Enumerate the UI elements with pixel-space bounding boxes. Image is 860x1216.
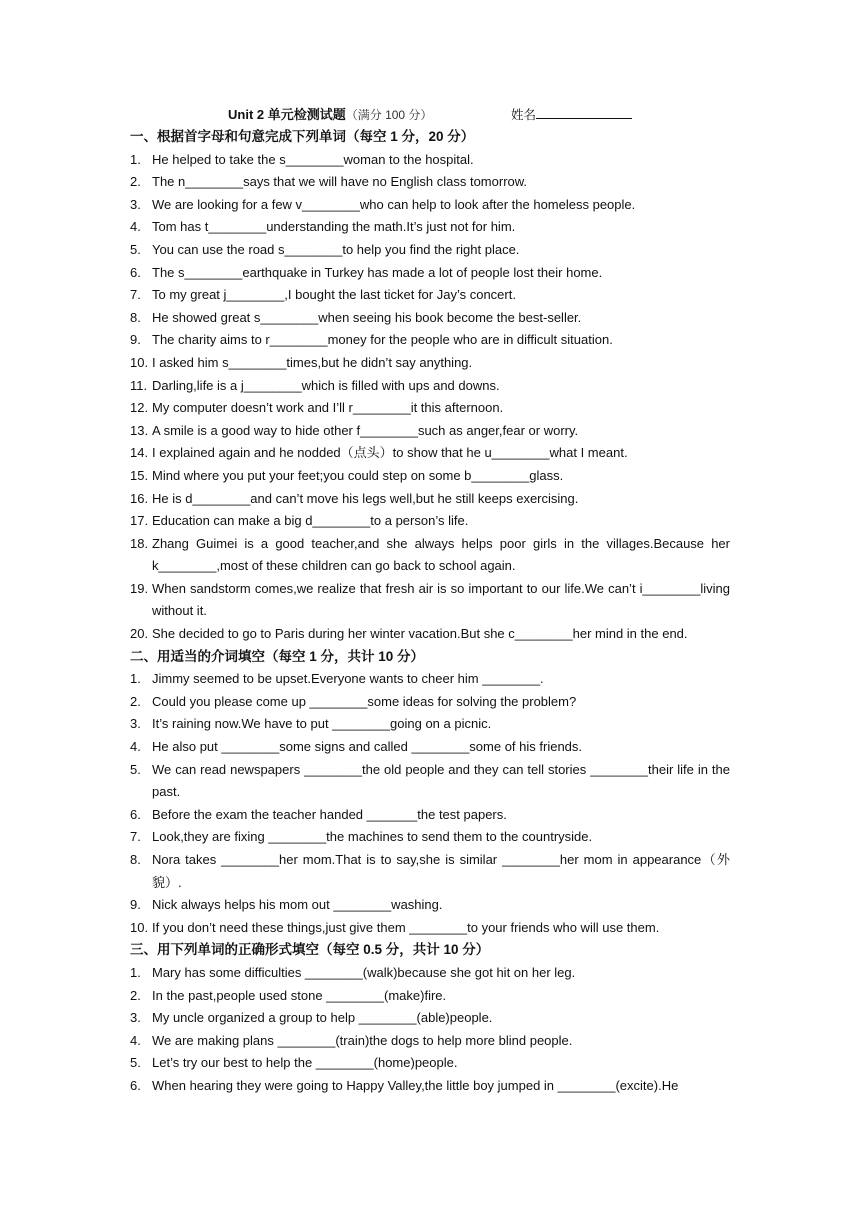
question-item [130,329,730,352]
question-text: Tom has t________understanding the math.It’s just not for him. [152,219,516,235]
question-number: 5. [130,241,141,257]
question-text: Education can make a big d________to a person’s life. [152,513,469,529]
question-text: In the past,people used stone ________(make)fire. [152,987,447,1003]
question-number: 10. [130,354,149,370]
question-item [130,533,730,578]
question-number: 9. [130,332,141,348]
question-number: 3. [130,716,141,732]
question-item [130,623,730,646]
question-number: 1. [130,151,141,167]
question-item [130,578,730,623]
question-text: He helped to take the s________woman to the hospital. [152,151,474,167]
question-number: 13. [130,422,149,438]
question-number: 18. [130,535,149,551]
question-number: 6. [130,1077,141,1093]
question-number: 6. [130,806,141,822]
question-item [130,668,730,691]
question-text: We are looking for a few v________who can help to look after the homeless people. [152,196,636,212]
question-number: 8. [130,852,141,867]
question-number: 3. [130,196,141,212]
question-text: Darling,life is a j________which is filled with ups and downs. [152,377,500,393]
question-number: 2. [130,174,141,190]
question-text: Nick always helps his mom out ________washing. [152,897,443,913]
question-number: 2. [130,693,141,709]
question-number: 1. [130,964,141,980]
question-text: My computer doesn’t work and I’ll r________it this afternoon. [152,400,504,416]
question-text: Mind where you put your feet;you could step on some b________glass. [152,467,564,483]
question-number: 7. [130,829,141,845]
question-text: The charity aims to r________money for the people who are in difficult situation. [152,332,613,348]
question-number: 9. [130,897,141,913]
question-text: Jimmy seemed to be upset.Everyone wants to cheer him ________. [152,671,544,687]
score-note: （满分 100 分） [345,108,433,122]
question-item [130,1075,730,1098]
question-text: Could you please come up ________some ideas for solving the problem? [152,693,577,709]
question-item [130,691,730,714]
question-text: He also put ________some signs and called ________some of his friends. [152,739,583,755]
question-item [130,216,730,239]
question-number: 7. [130,287,141,303]
question-text: He is d________and can’t move his legs well,but he still keeps exercising. [152,490,579,506]
question-text: If you don’t need these things,just give them ________to your friends who will use them. [152,919,660,935]
question-item [130,736,730,759]
question-text: She decided to go to Paris during her winter vacation.But she c________her mind in the end. [152,626,688,642]
section-heading: 一、根据首字母和句意完成下列单词（每空 1 分，20 分） [130,129,475,144]
question-item [130,962,730,985]
question-item [130,307,730,330]
question-item [130,420,730,443]
question-number: 4. [130,1032,141,1048]
question-item [130,194,730,217]
question-text: I explained again and he nodded（点头）to show that he u________what I meant. [152,445,628,461]
question-text: The s________earthquake in Turkey has made a lot of people lost their home. [152,264,603,280]
question-item [130,465,730,488]
question-text: I asked him s________times,but he didn’t say anything. [152,354,473,370]
question-item [130,352,730,375]
question-number: 8. [130,309,141,325]
question-text: You can use the road s________to help you find the right place. [152,241,520,257]
question-item [130,239,730,262]
question-number: 1. [130,671,141,687]
question-item [130,894,730,917]
question-item [130,262,730,285]
question-item [130,149,730,172]
page-title: Unit 2 单元检测试题（满分 100 分） [228,107,433,122]
question-item [130,1007,730,1030]
question-text: Before the exam the teacher handed _______the test papers. [152,806,507,822]
question-number: 3. [130,1010,141,1026]
question-number: 6. [130,264,141,280]
question-item [130,171,730,194]
question-item [130,759,730,804]
question-item [130,488,730,511]
name-label: 姓名 [511,108,537,122]
question-text: Let’s try our best to help the ________(home)people. [152,1055,458,1071]
question-text: To my great j________,I bought the last ticket for Jay’s concert. [152,287,516,303]
question-item [130,510,730,533]
question-item [130,849,730,894]
question-item [130,804,730,827]
question-text: We can read newspapers ________the old people and they can tell stories ________their life in the past. [152,761,730,800]
worksheet-page [130,104,730,1098]
name-blank[interactable] [536,104,632,119]
question-text: Mary has some difficulties ________(walk)because she got hit on her leg. [152,964,576,980]
question-number: 12. [130,400,149,416]
question-number: 5. [130,1055,141,1071]
question-text: A smile is a good way to hide other f________such as anger,fear or worry. [152,422,579,438]
question-number: 11. [130,377,148,393]
question-item [130,1030,730,1053]
question-item [130,985,730,1008]
name-field[interactable] [511,104,632,126]
question-number: 16. [130,490,149,506]
question-item [130,713,730,736]
question-item [130,375,730,398]
question-text: He showed great s________when seeing his book become the best-seller. [152,309,582,325]
question-item [130,1052,730,1075]
question-number: 15. [130,467,149,483]
question-number: 5. [130,761,141,777]
worksheet-header [130,104,730,126]
question-item [130,442,730,465]
question-number: 10. [130,919,149,935]
question-number: 20. [130,626,149,642]
question-number: 4. [130,739,141,755]
question-text: My uncle organized a group to help ________(able)people. [152,1010,493,1026]
question-text: Look,they are fixing ________the machines to send them to the countryside. [152,829,593,845]
question-text: When hearing they were going to Happy Valley,the little boy jumped in ________(excite).He [152,1077,679,1093]
question-item [130,826,730,849]
question-text: It’s raining now.We have to put ________going on a picnic. [152,716,492,732]
question-item [130,284,730,307]
section-heading: 三、用下列单词的正确形式填空（每空 0.5 分，共计 10 分） [130,942,490,958]
question-text: Nora takes ________her mom.That is to say,she is similar ________her mom in appearance（外貌）. [152,852,730,890]
question-item [130,397,730,420]
question-text: When sandstorm comes,we realize that fresh air is so important to our life.We can’t i________living without it. [152,580,730,619]
question-text: We are making plans ________(train)the dogs to help more blind people. [152,1032,573,1048]
question-item [130,917,730,940]
section-heading: 二、用适当的介词填空（每空 1 分，共计 10 分） [130,648,425,664]
question-number: 19. [130,580,149,596]
worksheet-content [130,126,730,1098]
question-number: 4. [130,219,141,235]
question-number: 17. [130,513,149,529]
question-text: The n________says that we will have no English class tomorrow. [152,174,528,190]
question-number: 14. [130,445,149,461]
question-number: 2. [130,987,141,1003]
question-text: Zhang Guimei is a good teacher,and she always helps poor girls in the villages.Because her k________,most of these children can go back to school again. [152,535,730,574]
